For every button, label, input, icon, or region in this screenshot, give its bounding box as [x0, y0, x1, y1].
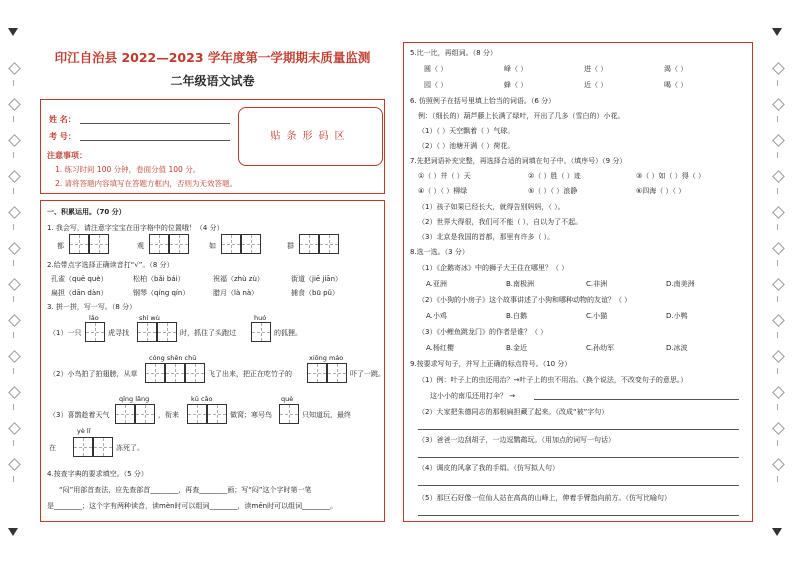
q3-grid-5b[interactable]	[327, 363, 347, 383]
q2-item-4[interactable]: 街道（jiē jiān）	[291, 275, 343, 283]
q8-question-1[interactable]: （1）《企鹅寄冰》中的狮子大王住在哪里？（ ）	[418, 264, 569, 272]
q3-pinyin-1: lǎo	[89, 314, 99, 322]
id-field[interactable]	[49, 131, 230, 142]
q7-word-4[interactable]: ④（ ）（ ）柳绿	[418, 187, 468, 195]
q4-line-2[interactable]: 是________；这个字有两种读音，读mèn时可以组词________，读mēn时可以组词________。	[47, 502, 338, 510]
q9-prompt: 9.按要求写句子，并写上正确的标点符号。（10 分）	[410, 360, 572, 368]
q3-grid-2a[interactable]	[137, 322, 157, 342]
q3-grid-8[interactable]	[279, 404, 299, 424]
q9-item-1: （1）例：叶子上的虫还用治？→叶子上的虫不用治。（换个说法，不改变句子的意思。）	[418, 376, 688, 384]
q1-grid-3b[interactable]	[241, 234, 261, 254]
q9-item-4: （4）调皮的风拿了我的手绢。（仿写拟人句）	[418, 464, 559, 472]
q8-1-option-a[interactable]: A.亚洲	[426, 280, 447, 288]
q3-pinyin-6: qīng lǎng	[119, 395, 150, 403]
q3-text-3f: 冻死了。	[116, 444, 144, 452]
q8-3-option-a[interactable]: A.杨红樱	[426, 344, 454, 352]
q9-item-5: （5）那巨石好像一位仙人站在高高的山峰上，伸着手臂指向前方。（仿写比喻句）	[418, 494, 671, 502]
q1-grid-4b[interactable]	[319, 234, 339, 254]
name-label: 姓 名：	[49, 115, 76, 124]
q7-sentence-2[interactable]: （2）世界大得很，我们可不能（ ），自以为了不起。	[418, 218, 583, 226]
q3-pinyin-5: xiōng máo	[309, 354, 344, 362]
q1-char-4: 群	[287, 242, 294, 250]
q3-grid-6a[interactable]	[115, 404, 135, 424]
q3-text-3e: 在	[49, 444, 56, 452]
q1-char-1: 都	[57, 242, 64, 250]
id-label: 考 号：	[49, 132, 76, 141]
q5-item-1[interactable]: 圆（ ）	[424, 65, 448, 73]
q3-grid-9a[interactable]	[73, 437, 93, 457]
q5-item-3[interactable]: 进（ ）	[584, 65, 608, 73]
barcode-area: 贴条形码区	[238, 107, 383, 166]
q5-prompt: 5.比一比，再组词。（8 分）	[410, 49, 497, 57]
q5-item-4[interactable]: 渴（ ）	[664, 65, 688, 73]
q2-item-7[interactable]: 腊月（là nà）	[213, 289, 259, 297]
q2-item-3[interactable]: 祝福（zhù zù）	[213, 275, 264, 283]
q7-word-2[interactable]: ②（ ）胜（ ）迹	[528, 172, 581, 180]
q3-grid-3[interactable]	[251, 322, 271, 342]
q5-item-2[interactable]: 峰（ ）	[504, 65, 528, 73]
q3-text-1d: 的狐狸。	[274, 329, 302, 337]
q1-grid-2b[interactable]	[169, 234, 189, 254]
q1-grid-2a[interactable]	[149, 234, 169, 254]
exam-subtitle: 二年级语文试卷	[170, 74, 255, 88]
right-answer-panel	[403, 42, 753, 522]
q3-grid-1[interactable]	[85, 322, 105, 342]
q6-prompt: 6. 仿照例子在括号里填上恰当的词语。（6 分）	[410, 97, 556, 105]
q2-item-5[interactable]: 扁担（dān dàn）	[51, 289, 108, 297]
q6-example: 例：（细长的）葫芦藤上长满了绿叶，开出了几多（雪白的）小花。	[418, 112, 625, 120]
q3-pinyin-8: què	[281, 395, 294, 403]
q2-item-2[interactable]: 松柏（bǎi bái）	[133, 275, 185, 283]
q8-3-option-d[interactable]: D.冰波	[666, 344, 688, 352]
q8-1-option-d[interactable]: D.南美洲	[666, 280, 695, 288]
q3-grid-2b[interactable]	[157, 322, 177, 342]
q7-word-1[interactable]: ①（ ）井（ ）天	[418, 172, 471, 180]
q9-2-answer-line[interactable]	[418, 429, 739, 430]
q3-pinyin-7: kū cǎo	[191, 395, 213, 403]
q7-sentence-3[interactable]: （3）北京是我国的首都，那里有许多（ ）。	[418, 233, 555, 241]
q5-item-5[interactable]: 园（ ）	[424, 81, 448, 89]
q8-3-option-b[interactable]: B.金近	[506, 344, 528, 352]
left-binding-strip	[8, 0, 22, 561]
q2-item-6[interactable]: 钢琴（qíng qín）	[133, 289, 190, 297]
q3-text-2a: （2）小鸟拍了拍翅膀，从草	[49, 370, 138, 378]
q1-grid-1b[interactable]	[89, 234, 109, 254]
q3-grid-5a[interactable]	[307, 363, 327, 383]
q8-question-3[interactable]: （3）《小鲤鱼跳龙门》的作者是谁？（ ）	[418, 328, 548, 336]
q6-item-1[interactable]: （1）（ ）天空飘着（ ）气球。	[418, 127, 515, 135]
note-1: 1. 练习时间 100 分钟，卷面分值 100 分。	[55, 165, 201, 174]
q3-text-3d: 只知道玩，最终	[302, 411, 351, 419]
q3-grid-6b[interactable]	[135, 404, 155, 424]
q3-grid-7a[interactable]	[187, 404, 207, 424]
id-line	[80, 132, 230, 141]
q3-grid-4a[interactable]	[145, 363, 165, 383]
q1-char-2: 观	[137, 242, 144, 250]
q3-grid-4c[interactable]	[185, 363, 205, 383]
q9-1-answer-line[interactable]	[534, 399, 739, 400]
q1-char-3: 如	[209, 242, 216, 250]
q1-prompt: 1. 我会写，请注意字宝宝在田字格中的位置哦！（4 分）	[47, 224, 224, 232]
q3-text-1b: 虎寻找	[108, 329, 129, 337]
q2-prompt: 2.给带点字选择正确读音打“√”。（8 分）	[47, 261, 174, 269]
q9-item-2: （2）大家把朱德同志的那根扁担藏了起来。（改成“被”字句）	[418, 408, 609, 416]
q8-2-option-b[interactable]: B.白鹅	[506, 312, 528, 320]
q3-pinyin-9: yè lǐ	[77, 427, 91, 435]
q8-3-option-c[interactable]: C.孙幼军	[586, 344, 615, 352]
q3-text-3a: （3）喜鹊趁着天气	[49, 411, 110, 419]
student-info-box	[40, 99, 385, 194]
q2-item-8[interactable]: 捕食（bū pǔ）	[291, 289, 339, 297]
q3-text-1a: （1）一只	[49, 329, 82, 337]
name-field[interactable]	[49, 114, 230, 125]
q8-prompt: 8.选一选。（3 分）	[410, 248, 469, 256]
q9-3-answer-line[interactable]	[418, 457, 739, 458]
q3-grid-4b[interactable]	[165, 363, 185, 383]
q9-item-1-prompt: 这小小的南瓜还用打伞？ →	[430, 392, 516, 400]
right-binding-strip	[772, 0, 786, 561]
q9-5-answer-line[interactable]	[418, 515, 739, 516]
q3-text-2c: 吓了一跳。	[350, 370, 385, 378]
q3-grid-9b[interactable]	[93, 437, 113, 457]
q3-text-3b: ，衔来	[158, 411, 179, 419]
q5-item-8[interactable]: 喝（ ）	[664, 81, 688, 89]
notes-title: 注意事项：	[47, 151, 87, 160]
q3-text-3c: 做窝；寒号鸟	[230, 411, 272, 419]
name-line	[80, 115, 230, 124]
q1-grid-3a[interactable]	[221, 234, 241, 254]
section-1-heading: 一、积累运用。（70 分）	[47, 208, 126, 216]
q8-1-option-c[interactable]: C.非洲	[586, 280, 608, 288]
q3-pinyin-2: shí wù	[139, 314, 160, 322]
q9-4-answer-line[interactable]	[418, 485, 739, 486]
q3-pinyin-4: cóng shēn chū	[149, 354, 197, 362]
q8-2-option-d[interactable]: D.小鸭	[666, 312, 688, 320]
q7-prompt: 7.先把词语补充完整，再选择合适的词填在句子中。（填序号）（9 分）	[410, 157, 627, 165]
q4-line-1[interactable]: “闷”用部首查法，应先查部首________，再查________画；写“闷”这个字时第一笔	[59, 486, 312, 494]
q7-word-6[interactable]: ⑥四海（ ）（ ）	[636, 187, 686, 195]
q1-grid-4a[interactable]	[299, 234, 319, 254]
q8-2-option-a[interactable]: A.小鸡	[426, 312, 447, 320]
q8-2-option-c[interactable]: C.小猫	[586, 312, 608, 320]
q3-prompt: 3. 拼一拼，写一写。（8 分）	[47, 303, 137, 311]
q9-item-3: （3）爸爸一边刮胡子，一边逗鹦鹉玩。（用加点的词写一句话）	[418, 436, 615, 444]
q1-grid-1a[interactable]	[69, 234, 89, 254]
q8-1-option-b[interactable]: B.南极洲	[506, 280, 535, 288]
q5-item-7[interactable]: 近（ ）	[584, 81, 608, 89]
q7-sentence-1[interactable]: （1）孩子如果已经长大，就得告别妈妈，（ ）。	[418, 203, 565, 211]
q2-item-1[interactable]: 孔雀（quē què）	[51, 275, 108, 283]
q8-question-2[interactable]: （2）《小狗的小房子》这个故事讲述了小狗和哪种动物的友谊？（ ）	[418, 296, 632, 304]
left-answer-panel	[40, 200, 385, 522]
q5-item-6[interactable]: 蜂（ ）	[504, 81, 528, 89]
q3-grid-7b[interactable]	[207, 404, 227, 424]
note-2: 2. 请将答题内容填写在答题方框内，否则为无效答题。	[55, 179, 238, 188]
q7-word-3[interactable]: ③（ ）如（ ）得（ ）	[636, 172, 705, 180]
q7-word-5[interactable]: ⑤（ ）（ ）浪静	[528, 187, 578, 195]
q3-pinyin-3: huó	[254, 314, 267, 322]
q3-text-1c: 时，抓住了头跑过	[180, 329, 236, 337]
q3-text-2b: 飞了出来，把正在吃竹子的	[208, 370, 292, 378]
exam-title: 印江自治县 2022—2023 学年度第一学期期末质量监测	[54, 50, 371, 65]
q6-item-2[interactable]: （2）（ ）池塘开满（ ）荷花。	[418, 142, 515, 150]
q4-prompt: 4.按查字典的要求填空。（5 分）	[47, 470, 148, 478]
